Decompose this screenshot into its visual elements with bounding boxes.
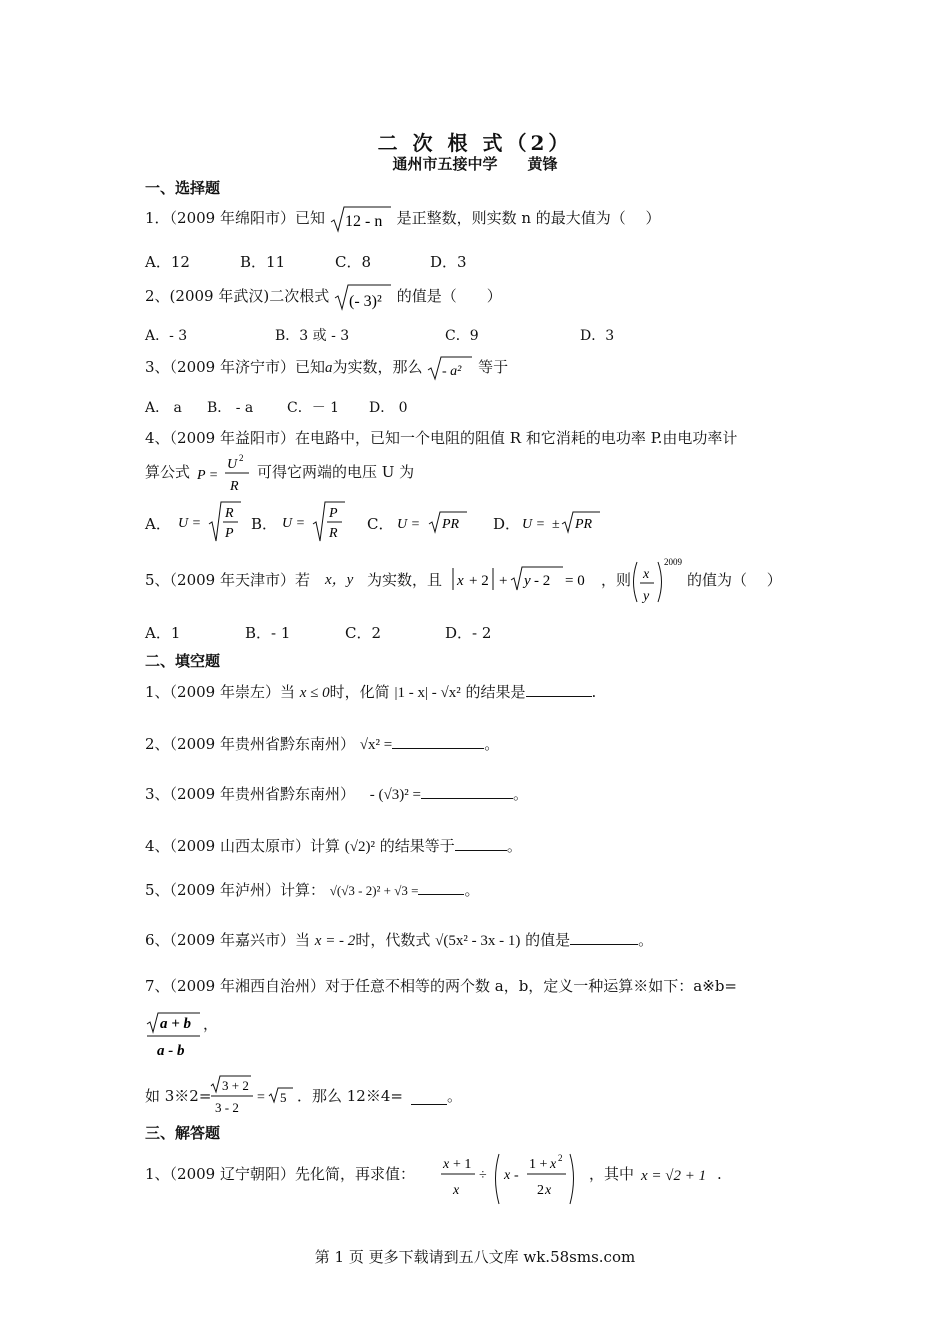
- q1-option-a: A．12: [145, 253, 190, 271]
- q2-radical: [334, 282, 392, 312]
- fill6-blank[interactable]: [570, 928, 638, 945]
- q5-options: [145, 623, 491, 643]
- svg-text:PR: PR: [575, 517, 593, 532]
- q4-option-d: [520, 510, 610, 536]
- svg-text:2: 2: [239, 453, 244, 463]
- svg-text:x: x: [550, 1157, 557, 1172]
- q5-condition: [451, 564, 601, 594]
- page-title: 二 次 根 式（2）: [377, 131, 573, 155]
- fill7-blank[interactable]: [411, 1088, 447, 1105]
- fill-7-example: [145, 1074, 665, 1118]
- author-line: 通州市五接中学 黄锋: [392, 155, 558, 173]
- fill-7-line1: 7、（2009 年湘西自治州）对于任意不相等的两个数 a，b，定义一种运算※如下：a※b=: [145, 977, 737, 995]
- q1-radicand: 12 - n: [344, 213, 383, 230]
- solve1-condition: x = √2 + 1: [641, 1168, 707, 1184]
- q4-option-b: [279, 500, 347, 544]
- svg-text:x: x: [443, 1157, 450, 1172]
- fill7-example-lead: 如 3※2=: [145, 1087, 212, 1105]
- q5-option-a: A．1: [145, 624, 181, 642]
- fill1-condition: x ≤ 0: [299, 685, 330, 701]
- q5-lead: 5、（2009 年天津市）若: [145, 571, 310, 589]
- fill2-lead: 2、（2009 年贵州省黔东南州）: [145, 735, 355, 753]
- q2-tail: 的值是（ ）: [396, 287, 502, 305]
- q1-option-d: D．3: [430, 253, 467, 271]
- q5-then: ，则: [601, 571, 632, 589]
- fill-2: [145, 732, 499, 755]
- q5-vars: x，y: [325, 572, 354, 588]
- q3-options: [145, 398, 408, 418]
- section-fill: 二、填空题: [145, 652, 221, 670]
- q2-option-a: A．- 3: [145, 328, 188, 344]
- fill3-blank[interactable]: [421, 782, 513, 799]
- q3-tail: 等于: [478, 358, 509, 376]
- fill6-tail: 的值是: [525, 931, 571, 949]
- svg-text:U =: U =: [282, 516, 306, 531]
- q5-tail: 的值为（ ）: [687, 571, 782, 589]
- svg-text:3 + 2: 3 + 2: [222, 1078, 249, 1093]
- q3-lead: 3、（2009 年济宁市）已知: [145, 358, 325, 376]
- q3-radicand: - a²: [442, 364, 462, 379]
- svg-text:+: +: [499, 573, 508, 589]
- q3-option-a: A． a: [145, 400, 182, 416]
- svg-text:P =: P =: [197, 468, 219, 483]
- q3-radical: [427, 354, 473, 382]
- svg-text:5: 5: [280, 1090, 287, 1105]
- svg-text:P: P: [225, 526, 234, 541]
- q2-option-c: C．9: [445, 328, 479, 344]
- q2-option-d: D．3: [580, 328, 615, 344]
- q2-lead: 2、(2009 年武汉)二次根式: [145, 287, 330, 305]
- q4-lead: 算公式: [145, 463, 191, 481]
- fill1-mid: 时，化简: [329, 683, 390, 701]
- svg-text:1 +: 1 +: [529, 1157, 548, 1172]
- fill2-blank[interactable]: [392, 732, 484, 749]
- svg-text:U: U: [227, 457, 238, 472]
- svg-text:a + b: a + b: [160, 1016, 192, 1032]
- q5-mid: 为实数，且: [367, 571, 443, 589]
- fill-5: [145, 878, 480, 901]
- fill4-expression: (√2)²: [344, 839, 376, 855]
- section-answer: 三、解答题: [145, 1124, 221, 1142]
- solve-1: [145, 1150, 765, 1208]
- fill7-example-tail: ．那么 12※4=: [297, 1087, 403, 1105]
- question-4-line1: 4、（2009 年益阳市）在电路中，已知一个电阻的阻值 R 和它消耗的电功率 P.由电功率计: [145, 429, 738, 447]
- fill6-condition: x = - 2: [314, 933, 356, 949]
- q3-var: a: [325, 360, 333, 376]
- fill6-lead: 6、（2009 年嘉兴市）当: [145, 931, 310, 949]
- fill7-def-fraction: [145, 1010, 205, 1060]
- fill6-expression: √(5x² - 3x - 1): [435, 933, 521, 949]
- q4-formula: [197, 452, 257, 496]
- fill2-end: 。: [484, 735, 500, 753]
- fill3-end: 。: [512, 785, 528, 803]
- svg-text:PR: PR: [442, 517, 460, 532]
- svg-text:+ 2: + 2: [469, 573, 489, 589]
- svg-text:2: 2: [558, 1153, 563, 1163]
- q3-mid: 为实数，那么: [332, 358, 423, 376]
- svg-text:y: y: [524, 573, 531, 589]
- solve1-end: .: [717, 1165, 722, 1183]
- svg-text:±: ±: [552, 517, 560, 532]
- q1-options: [145, 252, 467, 272]
- svg-text:x: x: [643, 567, 650, 582]
- q3-option-c: C．－ 1: [287, 400, 340, 416]
- svg-text:÷: ÷: [479, 1168, 487, 1183]
- svg-text:-: -: [514, 1168, 519, 1183]
- fill1-tail: 的结果是: [465, 683, 526, 701]
- fill4-lead: 4、（2009 山西太原市）计算: [145, 837, 340, 855]
- svg-text:3 - 2: 3 - 2: [215, 1100, 239, 1115]
- q2-options: [145, 326, 614, 346]
- svg-text:U =: U =: [397, 517, 421, 532]
- q4-tail: 可得它两端的电压 U 为: [257, 463, 415, 481]
- fill4-end: 。: [506, 837, 522, 855]
- fill4-blank[interactable]: [455, 834, 507, 851]
- svg-text:x: x: [504, 1168, 511, 1183]
- question-1: [145, 204, 661, 234]
- fill-3: [145, 782, 528, 805]
- fill4-tail: 的结果等于: [379, 837, 455, 855]
- svg-text:x: x: [457, 573, 464, 589]
- svg-text:R: R: [225, 506, 234, 521]
- fill5-expression: √(√3 - 2)² + √3 =: [329, 883, 419, 898]
- fill7-example-expression: [209, 1074, 299, 1118]
- q3-option-b: B． - a: [207, 400, 254, 416]
- q2-radicand: (- 3)²: [348, 293, 382, 310]
- svg-text:- 2: - 2: [534, 573, 551, 589]
- q1-lead: 1．（2009 年绵阳市）已知: [145, 209, 325, 227]
- fill1-end: .: [591, 683, 597, 701]
- q3-option-d: D． 0: [369, 400, 408, 416]
- q4-options: A． U = R P B． U = P R C． U = PR D． U = ± PR: [145, 500, 765, 544]
- fill1-lead: 1、（2009 年崇左）当: [145, 683, 295, 701]
- svg-text:x: x: [545, 1183, 552, 1198]
- question-2: [145, 282, 502, 312]
- fill-4: [145, 834, 522, 857]
- fill-6: [145, 928, 653, 951]
- svg-text:y: y: [643, 589, 650, 604]
- fill2-expression: √x² =: [359, 737, 393, 753]
- solve1-lead: 1、（2009 辽宁朝阳）先化简，再求值：: [145, 1165, 415, 1183]
- fill1-blank[interactable]: [526, 680, 592, 697]
- page-footer: 第 1 页 更多下载请到五八文库 wk.58sms.com: [314, 1248, 636, 1266]
- fill1-expression: |1 - x| - √x²: [394, 685, 461, 701]
- fill5-lead: 5、（2009 年泸州）计算：: [145, 881, 325, 899]
- svg-text:P: P: [329, 506, 338, 521]
- svg-text:=: =: [257, 1090, 265, 1105]
- q5-expression: [629, 556, 689, 608]
- svg-text:R: R: [230, 479, 239, 494]
- q1-option-c: C．8: [335, 253, 372, 271]
- svg-text:a - b: a - b: [157, 1043, 185, 1059]
- q5-option-c: C．2: [345, 624, 382, 642]
- q2-option-b: B．3 或 - 3: [275, 328, 350, 344]
- fill-1: [145, 680, 596, 703]
- svg-text:2009: 2009: [664, 557, 682, 567]
- fill7-comma: ，: [203, 1015, 219, 1033]
- q5-option-b: B．- 1: [245, 624, 291, 642]
- question-5: [145, 556, 825, 608]
- q4-option-c: [395, 510, 475, 536]
- fill5-end: 。: [464, 881, 480, 899]
- q1-option-b: B．11: [240, 253, 286, 271]
- q1-radical: [330, 204, 392, 234]
- question-3: [145, 354, 508, 382]
- q4-option-a: [175, 500, 243, 544]
- svg-text:2: 2: [537, 1183, 544, 1198]
- svg-text:+ 1: + 1: [453, 1157, 472, 1172]
- svg-text:= 0: = 0: [565, 573, 585, 589]
- fill3-lead: 3、（2009 年贵州省黔东南州）: [145, 785, 355, 803]
- q5-option-d: D．- 2: [445, 624, 492, 642]
- fill6-end: 。: [638, 931, 654, 949]
- fill6-mid: 时，代数式: [355, 931, 431, 949]
- fill3-expression: - (√3)² =: [369, 787, 421, 803]
- solve1-expression: [439, 1150, 589, 1208]
- fill5-blank[interactable]: [418, 878, 464, 895]
- svg-text:U =: U =: [522, 517, 546, 532]
- svg-text:R: R: [329, 526, 338, 541]
- q1-tail: 是正整数，则实数 n 的最大值为（ ）: [396, 209, 661, 227]
- section-choice: 一、选择题: [145, 179, 221, 197]
- svg-text:x: x: [453, 1183, 460, 1198]
- fill7-end: 。: [447, 1087, 463, 1105]
- solve1-mid: ，其中: [589, 1165, 635, 1183]
- fill-7-definition: [145, 1010, 345, 1060]
- svg-text:U =: U =: [178, 516, 202, 531]
